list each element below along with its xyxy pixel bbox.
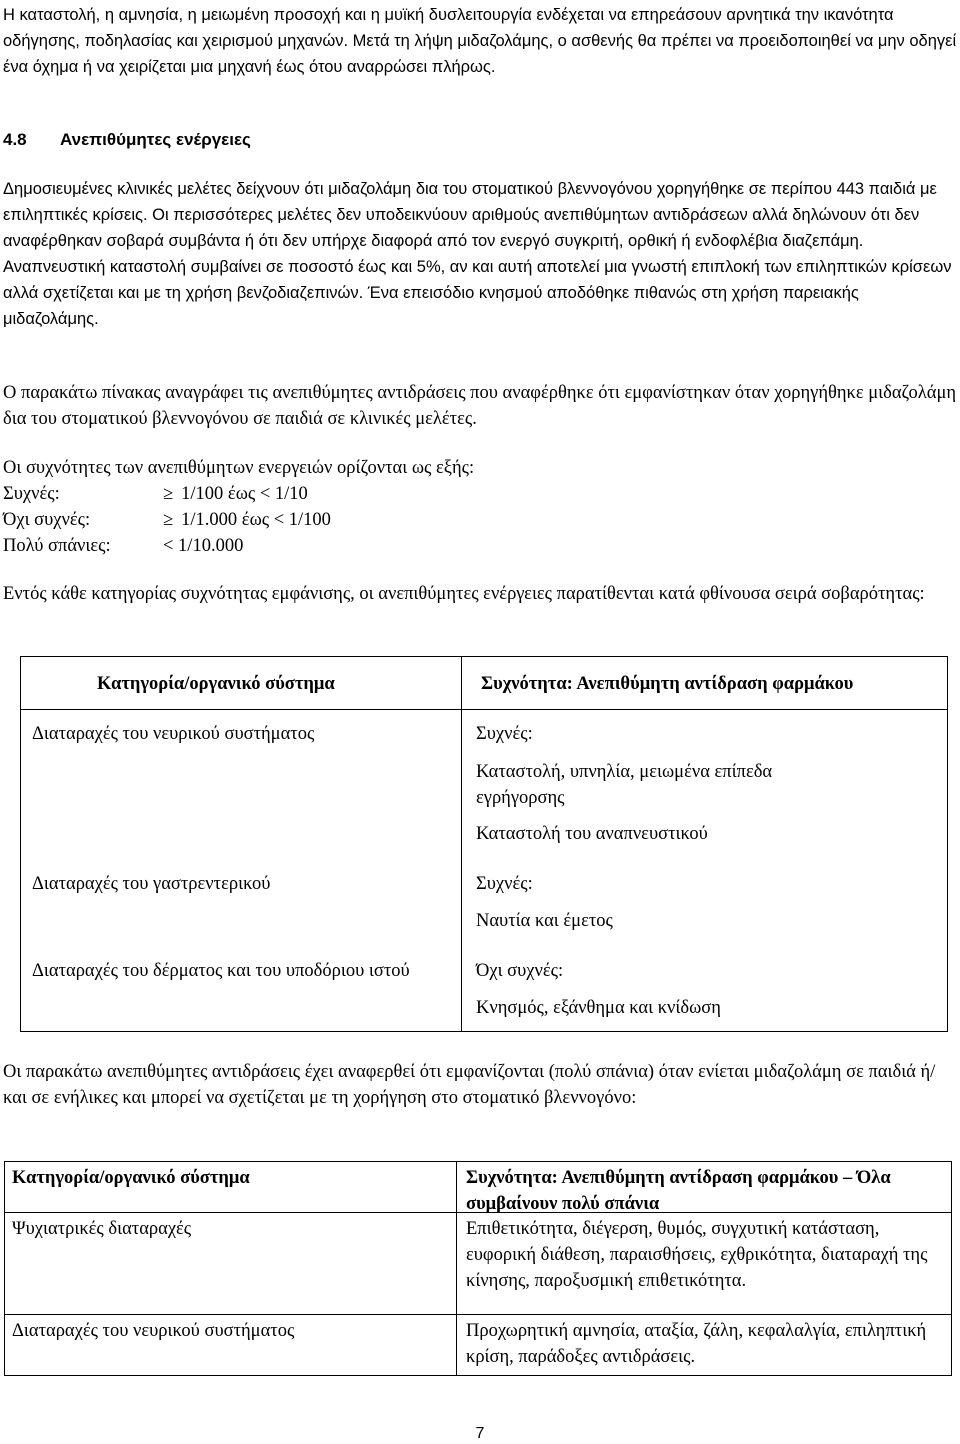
- frequency-label: Πολύ σπάνιες:: [3, 536, 111, 556]
- ge-symbol: ≥: [163, 484, 174, 504]
- intro-paragraph: Η καταστολή, η αμνησία, η μειωμένη προσοχή και η μυϊκή δυσλειτουργία ενδέχεται να επηρεάσουν αρνητικά την ικανότητα οδήγησης, ποδηλασίας και χειρισμού μηχανών. Μετά τη λήψη μιδαζολάμης, ο ασθενής θα πρέπει να προειδοποιηθεί να μην οδηγεί ένα όχημα ή να χειρίζεται μια μηχανή έως ότου αναρρώσει πλήρως.: [3, 6, 957, 76]
- frequency-label: Συχνές:: [3, 484, 60, 504]
- table-row-reaction: Προχωρητική αμνησία, αταξία, ζάλη, κεφαλαλγία, επιληπτική κρίση, παράδοξες αντιδράσεις.: [466, 1321, 927, 1367]
- table-row-system: Διαταραχές του νευρικού συστήματος: [32, 724, 315, 744]
- severity-note: Εντός κάθε κατηγορίας συχνότητας εμφάνισης, οι ανεπιθύμητες ενέργειες παρατίθενται κατά φθίνουσα σειρά σοβαρότητας:: [3, 584, 925, 604]
- frequency-value: 1/1.000 έως < 1/100: [181, 510, 331, 530]
- frequency-row: [3, 533, 243, 559]
- section-heading: [3, 127, 251, 153]
- table-row-frequency: Συχνές:: [476, 874, 533, 894]
- section-number: 4.8: [3, 130, 27, 149]
- table-header-frequency: Συχνότητα: Ανεπιθύμητη αντίδραση φαρμάκου – Όλα συμβαίνουν πολύ σπάνια: [466, 1168, 891, 1214]
- table-row-frequency: Όχι συχνές:: [476, 961, 564, 981]
- table-row-reaction: Καταστολή, υπνηλία, μειωμένα επίπεδα εγρήγορσης: [476, 762, 773, 808]
- rare-intro-paragraph: Οι παρακάτω ανεπιθύμητες αντιδράσεις έχει αναφερθεί ότι εμφανίζονται (πολύ σπάνια) όταν ενίεται μιδαζολάμη σε παιδιά ή/και σε ενήλικες και μπορεί να σχετίζεται με τη χορήγηση στο στοματικό βλεννογόνο:: [3, 1062, 936, 1108]
- rare-reactions-table: [4, 1161, 952, 1376]
- page-number: 7: [475, 1425, 485, 1442]
- table-divider: [456, 1162, 457, 1375]
- table-row-system: Διαταραχές του δέρματος και του υποδόριου ιστού: [32, 961, 410, 981]
- adverse-reactions-table: [20, 656, 948, 1032]
- table-header-system: Κατηγορία/οργανικό σύστημα: [97, 674, 335, 694]
- table-row-reaction: Καταστολή του αναπνευστικού: [476, 824, 708, 844]
- frequency-row: [3, 507, 331, 533]
- table-row-system: Ψυχιατρικές διαταραχές: [12, 1219, 192, 1239]
- frequency-intro: Οι συχνότητες των ανεπιθύμητων ενεργειών ορίζονται ως εξής:: [3, 458, 475, 478]
- frequency-label: Όχι συχνές:: [3, 510, 91, 530]
- section-paragraph: Δημοσιευμένες κλινικές μελέτες δείχνουν ότι μιδαζολάμη δια του στοματικού βλεννογόνου χορηγήθηκε σε περίπου 443 παιδιά με επιληπτικές κρίσεις. Οι περισσότερες μελέτες δεν υποδεικνύουν αριθμούς ανεπιθύμητων αντιδράσεων αλλά δηλώνουν ότι δεν αναφέρθηκαν σοβαρά συμβάντα ή ότι δεν υπήρχε διαφορά από τον ενεργό συγκριτή, ορθική ή ενδοφλέβια διαζεπάμη. Αναπνευστική καταστολή συμβαίνει σε ποσοστό έως και 5%, αν και αυτή αποτελεί μια γνωστή επιπλοκή των επιληπτικών κρίσεων αλλά σχετίζεται και με τη χρήση βενζοδιαζεπινών. Ένα επεισόδιο κνησμού αποδόθηκε πιθανώς στη χρήση παρειακής μιδαζολάμης.: [3, 180, 952, 328]
- frequency-value: 1/100 έως < 1/10: [181, 484, 308, 504]
- table-header-system: Κατηγορία/οργανικό σύστημα: [12, 1168, 250, 1188]
- table-row-reaction: Ναυτία και έμετος: [476, 911, 613, 931]
- table-row-reaction: Επιθετικότητα, διέγερση, θυμός, συγχυτική κατάσταση, ευφορική διάθεση, παραισθήσεις, εχθρικότητα, διαταραχή της κίνησης, παροξυσμική επιθετικότητα.: [466, 1219, 928, 1291]
- table-intro-paragraph: Ο παρακάτω πίνακας αναγράφει τις ανεπιθύμητες αντιδράσεις που αναφέρθηκε ότι εμφανίστηκαν όταν χορηγήθηκε μιδαζολάμη δια του στοματικού βλεννογόνου σε παιδιά σε κλινικές μελέτες.: [3, 383, 957, 429]
- frequency-value: < 1/10.000: [163, 536, 244, 556]
- ge-symbol: ≥: [163, 510, 174, 530]
- table-divider: [461, 657, 462, 1031]
- table-row-frequency: Συχνές:: [476, 724, 533, 744]
- table-divider: [5, 1314, 951, 1315]
- table-row-reaction: Κνησμός, εξάνθημα και κνίδωση: [476, 998, 721, 1018]
- table-row-system: Διαταραχές του νευρικού συστήματος: [12, 1321, 295, 1341]
- frequency-row: [3, 481, 308, 507]
- table-divider: [21, 709, 947, 710]
- table-header-frequency: Συχνότητα: Ανεπιθύμητη αντίδραση φαρμάκου: [481, 674, 854, 694]
- table-row-system: Διαταραχές του γαστρεντερικού: [32, 874, 271, 894]
- section-title: Ανεπιθύμητες ενέργειες: [60, 130, 251, 149]
